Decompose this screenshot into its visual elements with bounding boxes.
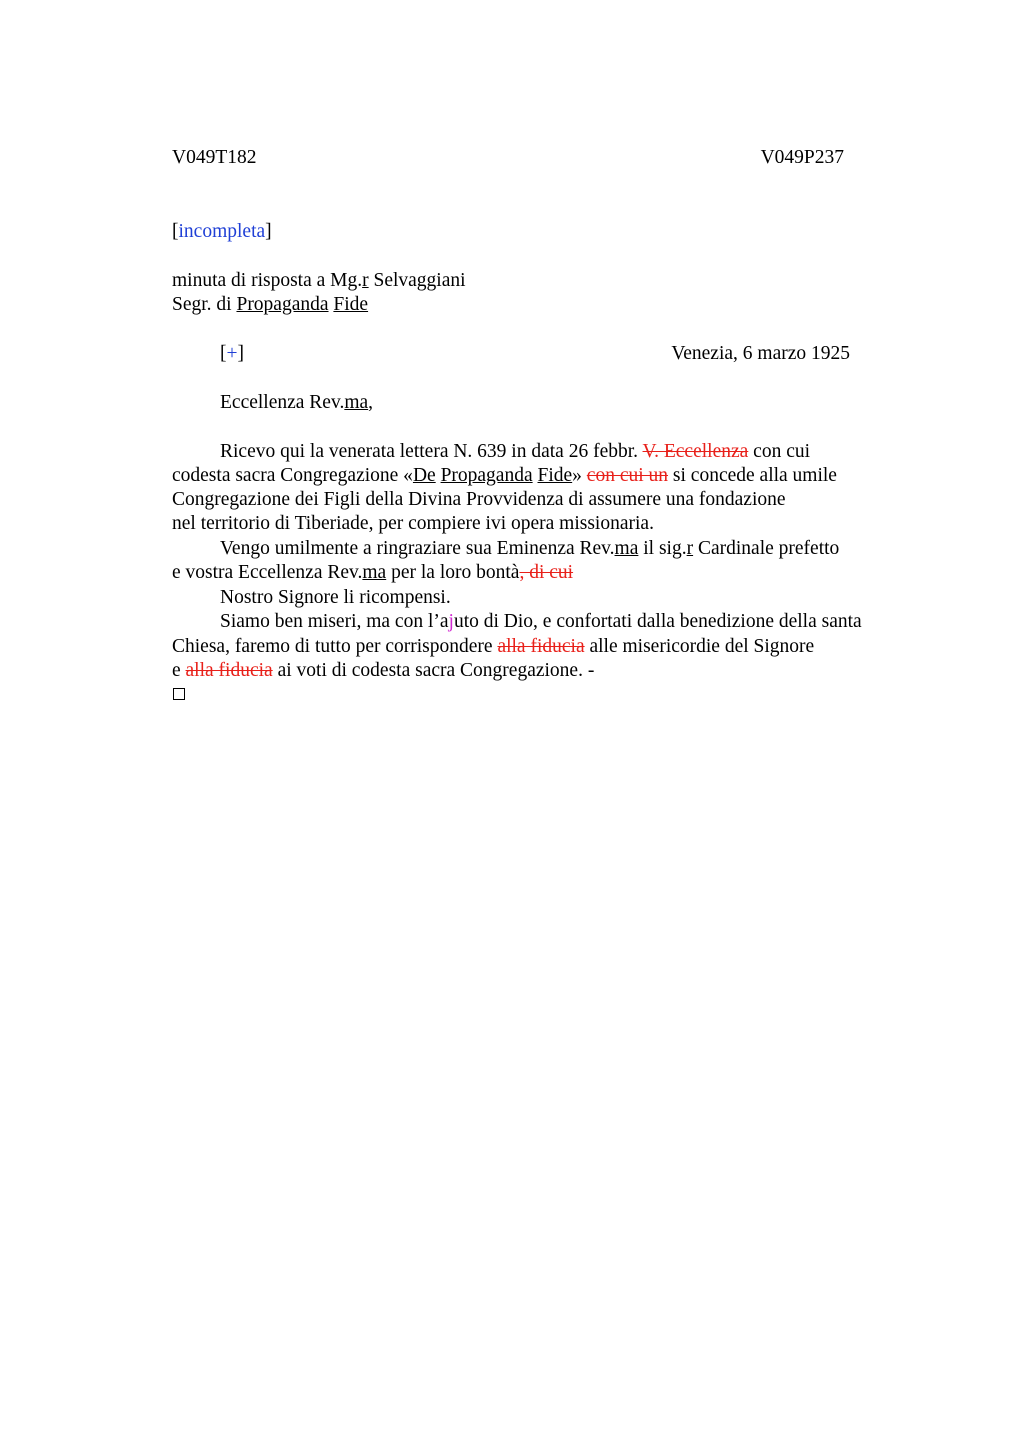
heading-text: Segr. di <box>172 294 237 315</box>
body-text: Ricevo qui la venerata lettera N. 639 in data 26 febbr. <box>220 441 643 462</box>
deleted-text: V. Eccellenza <box>642 441 749 462</box>
underlined-text: Fide <box>537 465 573 486</box>
deleted-text: alla fiducia <box>185 660 273 681</box>
heading-underlined: Fide <box>333 294 369 315</box>
body-text: Vengo umilmente a ringraziare sua Eminenza Rev. <box>220 538 615 559</box>
corrected-letter: j <box>448 611 454 632</box>
body-text: alle misericordie del Signore <box>584 636 815 657</box>
body-line-9 <box>172 635 814 659</box>
deleted-text: con cui un <box>586 465 669 486</box>
body-line-2 <box>172 464 837 488</box>
underlined-text: De <box>412 465 436 486</box>
cross-symbol: + <box>226 343 238 364</box>
body-text: per la loro bontà <box>386 562 520 583</box>
body-line-1 <box>220 440 810 464</box>
heading-line-1 <box>172 269 466 293</box>
body-line-8 <box>220 610 862 634</box>
body-line-5 <box>220 537 839 561</box>
underlined-text: ma <box>614 538 639 559</box>
archive-code-left: V049T182 <box>172 147 257 168</box>
deleted-text: , di cui <box>519 562 574 583</box>
heading-text: Selvaggiani <box>368 270 466 291</box>
body-text: e <box>172 660 186 681</box>
end-marker-box-icon <box>173 688 185 700</box>
deleted-text: alla fiducia <box>497 636 585 657</box>
body-line-4: nel territorio di Tiberiade, per compiere ivi opera missionaria. <box>172 513 654 534</box>
body-line-7: Nostro Signore li ricompensi. <box>220 587 451 608</box>
body-text: Cardinale prefetto <box>693 538 840 559</box>
body-text: ai voti di codesta sacra Congregazione. - <box>272 660 595 681</box>
underlined-text: Propaganda <box>440 465 533 486</box>
body-text: » <box>572 465 587 486</box>
salutation-text: Eccellenza Rev. <box>220 392 345 413</box>
heading-underlined: Propaganda <box>236 294 329 315</box>
body-text: il sig. <box>638 538 687 559</box>
bracket-close: ] <box>265 221 272 242</box>
body-text: con cui <box>748 441 811 462</box>
bracket-open: [ <box>220 343 227 364</box>
underlined-text: ma <box>362 562 387 583</box>
body-line-6 <box>172 561 573 585</box>
underlined-text: r <box>686 538 694 559</box>
body-line-10 <box>172 659 594 683</box>
salutation <box>220 391 373 415</box>
cross-mark <box>220 342 244 366</box>
heading-abbrev: r <box>362 270 369 291</box>
salutation-text: , <box>368 392 374 413</box>
body-line-3: Congregazione dei Figli della Divina Provvidenza di assumere una fondazione <box>172 489 786 510</box>
editorial-note <box>172 220 272 244</box>
heading-line-2 <box>172 293 368 317</box>
body-text: e vostra Eccellenza Rev. <box>172 562 363 583</box>
bracket-close: ] <box>237 343 244 364</box>
body-text: uto di Dio, e confortati dalla benedizione della santa <box>453 611 862 632</box>
place-date: Venezia, 6 marzo 1925 <box>671 343 850 364</box>
body-text: Siamo ben miseri, ma con l’a <box>220 611 449 632</box>
note-incompleta: incompleta <box>178 221 266 242</box>
heading-text: minuta di risposta a Mg. <box>172 270 363 291</box>
body-text: Chiesa, faremo di tutto per corrispondere <box>172 636 498 657</box>
archive-code-right: V049P237 <box>760 147 844 168</box>
salutation-abbrev: ma <box>344 392 369 413</box>
body-text: codesta sacra Congregazione « <box>172 465 413 486</box>
body-text: si concede alla umile <box>668 465 837 486</box>
bracket-open: [ <box>172 221 179 242</box>
